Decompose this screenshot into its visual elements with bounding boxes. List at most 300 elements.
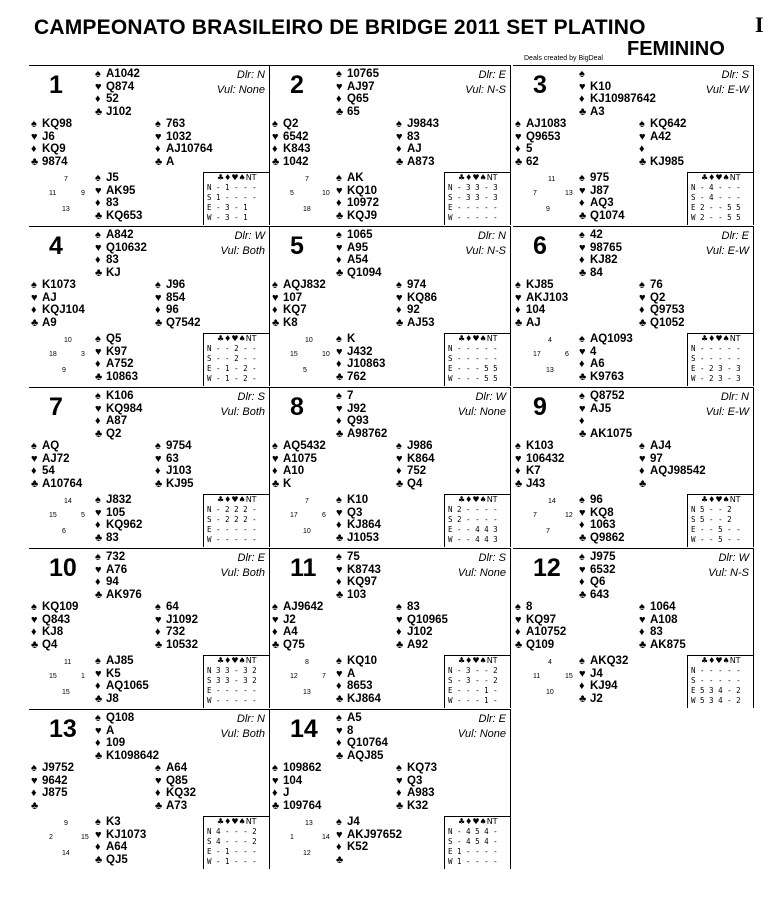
hcp-south: 7	[546, 528, 550, 535]
suit-holding: J4	[347, 816, 360, 828]
suit-holding: AJ53	[407, 316, 435, 329]
suit-icon: ♠	[639, 118, 645, 130]
suit-line	[336, 415, 387, 428]
suit-holding: A98762	[347, 427, 388, 440]
tricks-row: E - - - 1 -	[448, 686, 498, 695]
tricks-row: N 2 - - - -	[448, 505, 498, 514]
hcp-south: 13	[303, 689, 311, 696]
suit-line	[95, 68, 140, 81]
suit-line	[95, 358, 138, 371]
suit-icon: ♠	[336, 816, 342, 828]
suit-line	[639, 143, 686, 156]
board-number: 13	[49, 715, 77, 743]
suit-line	[396, 304, 437, 317]
suit-icon: ♦	[579, 93, 585, 105]
board	[270, 387, 511, 547]
suit-line	[31, 440, 82, 453]
hand-east	[639, 118, 686, 168]
suit-line	[95, 589, 142, 602]
suit-icon: ♠	[579, 229, 585, 241]
makeable-tricks-table	[203, 333, 269, 386]
suit-holding: AJ10764	[166, 143, 213, 155]
suit-holding: KJ	[106, 266, 121, 279]
hand-west	[31, 279, 85, 329]
suit-icon: ♥	[272, 130, 279, 143]
suit-line	[336, 576, 381, 589]
suit-icon: ♣	[31, 638, 39, 651]
suit-holding: Q2	[650, 291, 666, 304]
suit-icon: ♦	[396, 626, 402, 638]
suit-icon: ♦	[515, 626, 521, 638]
suit-icon: ♥	[515, 130, 522, 143]
suit-icon: ♥	[579, 345, 586, 358]
board	[513, 548, 754, 708]
suit-holding: A752	[106, 358, 134, 370]
suit-holding: A3	[590, 105, 605, 118]
suit-holding: 83	[106, 197, 119, 209]
suit-icon: ♦	[272, 626, 278, 638]
suit-icon: ♥	[336, 563, 343, 576]
hcp-south: 9	[546, 206, 550, 213]
suit-holding: J975	[590, 551, 616, 563]
tricks-header: ♣♦♥♠NT	[458, 656, 498, 665]
suit-line	[336, 829, 402, 842]
suit-line	[31, 279, 85, 292]
hand-south	[579, 333, 633, 383]
suit-line	[95, 403, 142, 416]
suit-holding: J6	[42, 130, 55, 143]
suit-holding: KJ85	[526, 279, 554, 291]
suit-icon: ♣	[95, 427, 103, 440]
suit-icon: ♥	[639, 613, 646, 626]
suit-icon: ♦	[336, 358, 342, 370]
suit-holding: K8	[283, 316, 298, 329]
suit-line	[396, 601, 448, 614]
hcp-east: 6	[322, 512, 326, 519]
board	[29, 709, 270, 869]
suit-holding: AJ72	[42, 452, 70, 465]
suit-holding: KQ7	[283, 304, 307, 316]
suit-icon: ♠	[31, 118, 37, 130]
tricks-header: ♣♦♥♠NT	[701, 656, 741, 665]
suit-line	[639, 131, 686, 144]
suit-icon: ♦	[639, 304, 645, 316]
tricks-row: E - 1 - - -	[207, 847, 257, 856]
suit-icon: ♦	[95, 519, 101, 531]
suit-holding: K103	[526, 440, 554, 452]
suit-holding: A10764	[42, 477, 83, 490]
tricks-row: N - - - - -	[691, 666, 741, 675]
suit-line	[515, 317, 568, 330]
vulnerability-label: Vul: Both	[220, 406, 265, 418]
suit-icon: ♥	[31, 130, 38, 143]
suit-holding: 109764	[283, 799, 322, 812]
hand-south	[95, 816, 146, 866]
suit-line	[95, 564, 142, 577]
suit-holding: 752	[407, 465, 427, 477]
suit-icon: ♠	[155, 118, 161, 130]
suit-icon: ♥	[155, 291, 162, 304]
suit-line	[336, 712, 388, 725]
hcp-compass	[290, 337, 332, 385]
suit-line	[336, 93, 379, 106]
hcp-east: 12	[565, 512, 573, 519]
hcp-east: 10	[322, 351, 330, 358]
hcp-compass	[290, 176, 332, 224]
suit-holding: AQJ832	[283, 279, 326, 291]
suit-icon: ♥	[336, 828, 343, 841]
suit-holding: J4	[590, 667, 603, 680]
tricks-header: ♣♦♥♠NT	[701, 495, 741, 504]
suit-icon: ♣	[639, 638, 647, 651]
tricks-header: ♣♦♥♠NT	[458, 173, 498, 182]
tricks-row: S - 3 3 - 3	[448, 193, 498, 202]
suit-holding: AQ1093	[590, 333, 633, 345]
suit-icon: ♠	[579, 390, 585, 402]
suit-icon: ♣	[515, 638, 523, 651]
suit-icon: ♣	[579, 266, 587, 279]
hand-east	[155, 118, 213, 168]
suit-icon: ♥	[579, 402, 586, 415]
tricks-row: N - - 2 - -	[207, 344, 257, 353]
suit-icon: ♣	[155, 316, 163, 329]
suit-holding: J1092	[166, 613, 198, 626]
hcp-compass	[533, 337, 575, 385]
suit-icon: ♣	[95, 692, 103, 705]
suit-holding: Q1074	[590, 209, 625, 222]
tricks-row: S - 4 - - -	[691, 193, 741, 202]
hcp-north: 9	[64, 820, 68, 827]
suit-holding: Q10632	[106, 241, 147, 254]
suit-icon: ♥	[336, 667, 343, 680]
suit-icon: ♠	[336, 551, 342, 563]
suit-line	[155, 453, 194, 466]
hcp-south: 13	[546, 367, 554, 374]
hcp-south: 10	[303, 528, 311, 535]
suit-line	[31, 775, 74, 788]
suit-line	[336, 854, 402, 867]
suit-line	[95, 242, 147, 255]
tricks-row: S 5 - - 2	[691, 515, 732, 524]
suit-icon: ♣	[155, 477, 163, 490]
suit-holding: A4	[283, 626, 298, 638]
hcp-compass	[49, 337, 91, 385]
dealer-label: Dlr: W	[234, 230, 265, 242]
suit-line	[336, 68, 379, 81]
suit-line	[95, 371, 138, 384]
suit-line	[272, 453, 326, 466]
hcp-north: 11	[64, 659, 72, 666]
suit-line	[336, 564, 381, 577]
hcp-compass	[290, 659, 332, 707]
suit-icon: ♥	[579, 667, 586, 680]
suit-holding: 83	[106, 531, 119, 544]
makeable-tricks-table	[687, 172, 753, 225]
board-number: 2	[290, 71, 304, 99]
suit-line	[95, 655, 149, 668]
suit-icon: ♥	[579, 241, 586, 254]
suit-line	[336, 532, 381, 545]
suit-holding: KJ95	[166, 477, 194, 490]
suit-holding: AJ5	[590, 402, 612, 415]
suit-icon: ♣	[272, 316, 280, 329]
suit-line	[336, 693, 381, 706]
hcp-west: 15	[49, 673, 57, 680]
suit-icon: ♦	[579, 197, 585, 209]
suit-holding: AJ9642	[283, 601, 324, 613]
hand-east	[639, 601, 686, 651]
suit-holding: 8653	[347, 680, 373, 692]
suit-line	[515, 465, 564, 478]
suit-holding: Q5	[106, 333, 122, 345]
suit-line	[155, 478, 194, 491]
suit-line	[579, 81, 656, 94]
suit-holding: J9752	[42, 762, 74, 774]
hcp-south: 5	[303, 367, 307, 374]
hcp-west: 2	[49, 834, 53, 841]
suit-icon: ♠	[336, 68, 342, 80]
suit-holding: KQ9	[42, 143, 66, 155]
board	[29, 548, 270, 708]
suit-holding: J92	[347, 402, 367, 415]
suit-icon: ♠	[95, 816, 101, 828]
suit-icon: ♥	[95, 80, 102, 93]
suit-holding: AQ3	[590, 197, 614, 209]
suit-icon: ♦	[155, 626, 161, 638]
suit-holding: K843	[283, 143, 311, 155]
suit-icon: ♦	[336, 737, 342, 749]
suit-line	[396, 614, 448, 627]
board-number: 1	[49, 71, 63, 99]
suit-icon: ♠	[396, 118, 402, 130]
board-number: 9	[533, 393, 547, 421]
hand-east	[155, 279, 201, 329]
suit-holding: 64	[166, 601, 179, 613]
vulnerability-label: Vul: E-W	[705, 84, 749, 96]
suit-holding: A	[166, 155, 175, 168]
suit-line	[579, 415, 632, 428]
suit-icon: ♣	[336, 692, 344, 705]
suit-icon: ♥	[95, 667, 102, 680]
board	[270, 709, 511, 869]
suit-holding: AJ	[526, 316, 541, 329]
suit-icon: ♦	[336, 93, 342, 105]
hand-north	[95, 229, 147, 279]
suit-holding: K1098642	[106, 749, 160, 762]
suit-holding: AK95	[106, 184, 136, 197]
hcp-south: 15	[62, 689, 70, 696]
suit-holding: 103	[347, 588, 367, 601]
suit-holding: KJ8	[42, 626, 64, 638]
suit-icon: ♦	[579, 358, 585, 370]
suit-holding: Q2	[106, 427, 122, 440]
suit-holding: 98765	[590, 241, 622, 254]
suit-icon: ♠	[396, 762, 402, 774]
suit-icon: ♦	[31, 304, 37, 316]
suit-icon: ♣	[155, 155, 163, 168]
suit-holding: KJ10987642	[590, 93, 656, 105]
suit-holding: 6542	[283, 130, 309, 143]
hcp-east: 13	[565, 190, 573, 197]
page-subtitle: FEMININO	[627, 38, 725, 60]
suit-holding: K3	[106, 816, 121, 828]
hand-south	[95, 494, 142, 544]
suit-holding: Q9653	[526, 130, 561, 143]
dealer-label: Dlr: S	[478, 552, 506, 564]
vulnerability-label: Vul: N-S	[465, 84, 506, 96]
suit-line	[396, 800, 437, 813]
suit-holding: Q108	[106, 712, 135, 724]
suit-holding: K9763	[590, 370, 624, 383]
hand-west	[515, 440, 564, 490]
suit-icon: ♣	[336, 266, 344, 279]
dealer-label: Dlr: E	[721, 230, 749, 242]
suit-icon: ♠	[639, 279, 645, 291]
hand-south	[336, 655, 381, 705]
page-title: CAMPEONATO BRASILEIRO DE BRIDGE 2011 SET PLATINO	[34, 16, 646, 39]
suit-icon: ♠	[155, 440, 161, 452]
suit-icon: ♥	[336, 241, 343, 254]
dealer-label: Dlr: N	[236, 713, 265, 725]
suit-icon: ♥	[579, 184, 586, 197]
suit-icon: ♥	[515, 613, 522, 626]
suit-holding: 94	[106, 576, 119, 588]
hcp-south: 12	[303, 850, 311, 857]
suit-holding: KQ86	[407, 291, 438, 304]
suit-icon: ♥	[639, 130, 646, 143]
suit-line	[396, 639, 448, 652]
suit-icon: ♥	[515, 291, 522, 304]
suit-line	[336, 346, 385, 359]
hand-west	[272, 601, 323, 651]
suit-line	[272, 131, 311, 144]
tricks-row: S - - - - -	[448, 354, 498, 363]
suit-icon: ♦	[155, 787, 161, 799]
suit-holding: KQ653	[106, 209, 143, 222]
suit-icon: ♥	[31, 774, 38, 787]
suit-icon: ♦	[336, 415, 342, 427]
suit-line	[95, 254, 147, 267]
board	[270, 65, 511, 225]
suit-holding: AJ97	[347, 80, 375, 93]
suit-line	[579, 371, 633, 384]
suit-line	[579, 93, 656, 106]
hcp-east: 15	[81, 834, 89, 841]
suit-holding: 5	[526, 143, 533, 155]
suit-holding: 96	[590, 494, 603, 506]
suit-line	[272, 614, 323, 627]
suit-holding: K	[347, 333, 356, 345]
suit-line	[396, 279, 437, 292]
suit-line	[639, 317, 685, 330]
suit-icon: ♥	[155, 130, 162, 143]
suit-line	[95, 333, 138, 346]
suit-icon: ♠	[579, 494, 585, 506]
hcp-compass	[533, 659, 575, 707]
suit-icon: ♠	[579, 333, 585, 345]
board-number: 6	[533, 232, 547, 260]
tricks-header: ♣♦♥♠NT	[217, 656, 257, 665]
tricks-header: ♣♦♥♠NT	[217, 173, 257, 182]
suit-holding: 732	[166, 626, 186, 638]
suit-icon: ♠	[515, 440, 521, 452]
suit-icon: ♠	[579, 655, 585, 667]
board-number: 12	[533, 554, 561, 582]
suit-holding: J8	[106, 692, 119, 705]
suit-icon: ♦	[579, 254, 585, 266]
suit-line	[515, 639, 566, 652]
suit-line	[336, 403, 387, 416]
suit-holding: 6532	[590, 563, 616, 576]
suit-line	[579, 210, 625, 223]
suit-holding: Q9862	[590, 531, 625, 544]
suit-line	[396, 775, 437, 788]
board-number: 5	[290, 232, 304, 260]
suit-holding: Q3	[347, 506, 363, 519]
suit-line	[155, 614, 198, 627]
hcp-west: 7	[533, 190, 537, 197]
suit-icon: ♠	[396, 279, 402, 291]
suit-line	[95, 229, 147, 242]
suit-icon: ♣	[336, 531, 344, 544]
suit-holding: AK	[347, 172, 364, 184]
suit-line	[31, 304, 85, 317]
vulnerability-label: Vul: E-W	[705, 245, 749, 257]
tricks-row: W - - - 1 -	[448, 696, 498, 705]
suit-holding: K5	[106, 667, 121, 680]
suit-holding: A64	[166, 762, 188, 774]
suit-holding: 10532	[166, 638, 198, 651]
suit-holding: K10	[590, 80, 612, 93]
makeable-tricks-table	[687, 494, 753, 547]
suit-icon: ♦	[579, 415, 585, 427]
tricks-header: ♣♦♥♠NT	[458, 817, 498, 826]
suit-line	[515, 614, 566, 627]
suit-icon: ♥	[639, 291, 646, 304]
hcp-north: 8	[305, 659, 309, 666]
suit-line	[31, 626, 78, 639]
hcp-north: 4	[548, 659, 552, 666]
suit-line	[396, 143, 439, 156]
suit-holding: KJ82	[590, 254, 618, 266]
suit-line	[272, 601, 323, 614]
suit-holding: 62	[526, 155, 539, 168]
suit-line	[515, 440, 564, 453]
suit-holding: K106	[106, 390, 134, 402]
hand-north	[579, 68, 656, 118]
suit-icon: ♥	[272, 613, 279, 626]
hcp-compass	[49, 176, 91, 224]
suit-holding: 83	[106, 254, 119, 266]
suit-icon: ♠	[272, 762, 278, 774]
suit-holding: KQJ104	[42, 304, 85, 316]
suit-holding: 1042	[283, 155, 309, 168]
suit-icon: ♦	[336, 576, 342, 588]
suit-holding: J96	[166, 279, 186, 291]
suit-icon: ♠	[336, 494, 342, 506]
hand-west	[31, 118, 72, 168]
hand-east	[639, 440, 706, 490]
suit-line	[31, 787, 74, 800]
suit-icon: ♠	[95, 229, 101, 241]
suit-holding: 9874	[42, 155, 68, 168]
tricks-row: S - 3 - - 2	[448, 676, 498, 685]
suit-line	[579, 346, 633, 359]
suit-holding: A5	[347, 712, 362, 724]
suit-icon: ♥	[155, 452, 162, 465]
suit-line	[95, 841, 146, 854]
suit-line	[515, 478, 564, 491]
